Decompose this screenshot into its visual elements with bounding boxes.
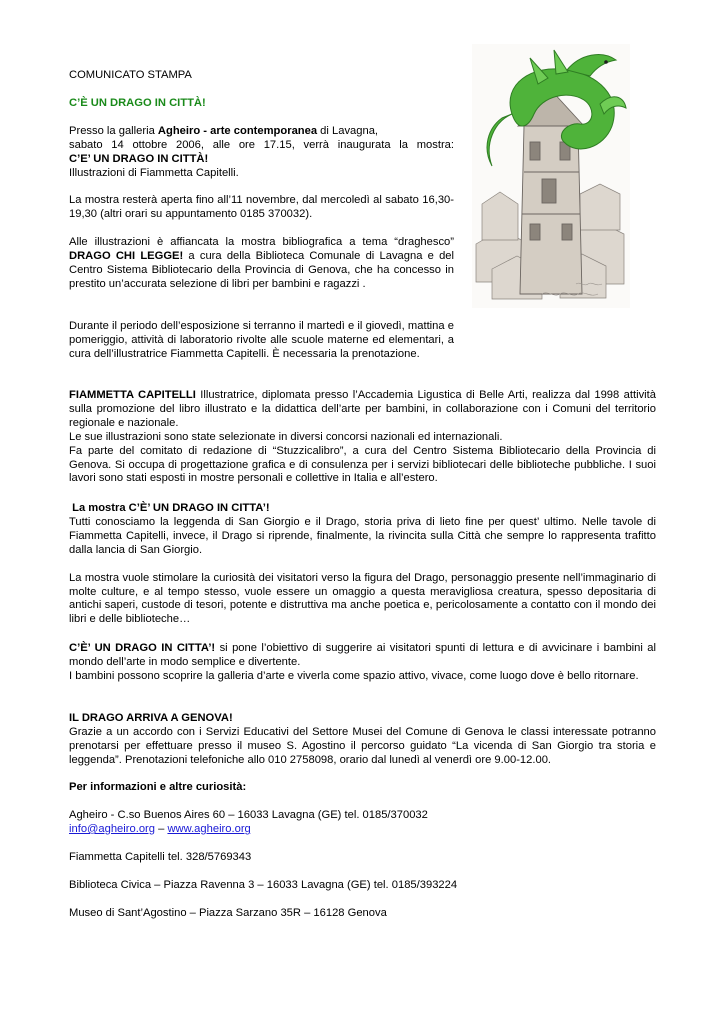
contact-agheiro: Agheiro - C.so Buenos Aires 60 – 16033 Lavagna (GE) tel. 0185/370032 [69, 809, 428, 821]
intro-date-line: sabato 14 ottobre 2006, alle ore 17.15, verrà inaugurata la mostra: [69, 138, 454, 151]
workshops-paragraph: Durante il periodo dell’esposizione si terranno il martedì e il giovedì, mattina e pomeriggio, attività di laboratorio rivolte alle scuole materne ed elementari, a cura dell’illustratrice Fiammetta Capitelli. È necessaria la prenotazione. [69, 320, 454, 360]
exhibit-heading: La mostra C’È’ UN DRAGO IN CITTA’! [69, 502, 270, 514]
dragon-illustration [472, 44, 630, 308]
goal-title: C’È’ UN DRAGO IN CITTA’! [69, 642, 216, 654]
artist-bio [69, 389, 656, 486]
contacts-heading: Per informazioni e altre curiosità: [69, 781, 247, 793]
genova-p1: Grazie a un accordo con i Servizi Educativi del Settore Musei del Comune di Genova le classi interessate potranno prenotarsi per effettuare presso il museo S. Agostino il percorso guidato “La vicenda di San Giorgio tra storia e leggenda”. Prenotazioni telefoniche allo 010 2758098, orario dal lunedì al venerdì ore 9.00-12.00. [69, 725, 656, 766]
bio-p1: Illustratrice, diplomata presso l’Accademia Ligustica di Belle Arti, realizza dal 1998 attività sulla promozione del libro illustrato e la didattica dell’arte per bambini, in collaborazione con i Comuni del territorio regionale e nazionale. [69, 389, 656, 429]
exhibit-section [69, 502, 656, 627]
bio-p2: Le sue illustrazioni sono state selezionate in diversi concorsi nazionali ed internazionali. [69, 430, 503, 443]
biblio-intro: Alle illustrazioni è affiancata la mostra bibliografica a tema “draghesco” [69, 236, 454, 248]
goal-p2: I bambini possono scoprire la galleria d’arte e viverla come spazio attivo, vivace, come luogo dove è bello ritornare. [69, 669, 639, 682]
bibliographic-exhibit [69, 236, 454, 292]
genova-section [69, 712, 656, 768]
biblio-text: a cura della Biblioteca Comunale di Lavagna e del Centro Sistema Bibliotecario della Provincia di Genova, che ha concesso in prestito un’accurata selezione di libri per bambini e ragazzi . [69, 249, 454, 290]
goal-section [69, 642, 656, 684]
bio-p3: Fa parte del comitato di redazione di “Stuzzicalibro”, a cura del Centro Sistema Bibliotecario della Provincia di Genova. Si occupa di progettazione grafica e di consulenza per i servizi bibliotecari delle biblioteche pubbliche. I suoi lavori sono stati esposti in mostre personali e collettive in Italia e all’estero. [69, 444, 656, 485]
document-label: COMUNICATO STAMPA [69, 69, 192, 81]
dragon-tower-drawing [472, 44, 630, 308]
intro-post: di Lavagna, [317, 125, 379, 137]
artist-name: FIAMMETTA CAPITELLI [69, 389, 196, 401]
email-link[interactable]: info@agheiro.org [69, 823, 155, 835]
website-link[interactable]: www.agheiro.org [167, 823, 251, 835]
exhibit-p2: La mostra vuole stimolare la curiosità dei visitatori verso la figura del Drago, personaggio presente nell’immaginario di molte culture, e al tempo stesso, vuole essere un omaggio a questa meravigliosa creatura, spesso depositaria di antichi saperi, custode di tesori, potente e distruttiva ma anche poetica e, pericolosamente a contatto con il mondo dei libri e delle biblioteche… [69, 571, 656, 626]
contact-museo: Museo di Sant’Agostino – Piazza Sarzano 35R – 16128 Genova [69, 907, 387, 919]
contact-biblioteca: Biblioteca Civica – Piazza Ravenna 3 – 16033 Lavagna (GE) tel. 0185/393224 [69, 879, 458, 891]
exhibit-p1: Tutti conosciamo la leggenda di San Giorgio e il Drago, storia priva di lieto fine per quest’ ultimo. Nelle tavole di Fiammetta Capitelli, invece, il Drago si riprende, finalmente, la rivincita sulla Città che sempre lo rappresenta trafitto dalla lancia di San Giorgio. [69, 515, 656, 556]
intro-pre: Presso la galleria [69, 125, 158, 137]
goal-p1: si pone l’obiettivo di suggerire ai visitatori spunti di lettura e di avvicinare i bambini al mondo dell’arte in modo semplice e divertente. [69, 642, 656, 668]
intro-paragraph [69, 125, 454, 181]
show-title: C’E’ UN DRAGO IN CITTÀ! [69, 152, 209, 165]
illustrations-credit: Illustrazioni di Fiammetta Capitelli. [69, 166, 239, 179]
biblio-title: DRAGO CHI LEGGE! [69, 249, 184, 262]
document-title: C’È UN DRAGO IN CITTÀ! [69, 97, 206, 109]
opening-hours: La mostra resterà aperta fino all’11 novembre, dal mercoledì al sabato 16,30-19,30 (altri orari su appuntamento 0185 370032). [69, 194, 454, 220]
gallery-name: Agheiro - arte contemporanea [157, 125, 318, 137]
contact-capitelli: Fiammetta Capitelli tel. 328/5769343 [69, 851, 252, 863]
contact-links [69, 823, 251, 837]
link-separator: – [155, 823, 168, 835]
genova-heading: IL DRAGO ARRIVA A GENOVA! [69, 712, 233, 724]
